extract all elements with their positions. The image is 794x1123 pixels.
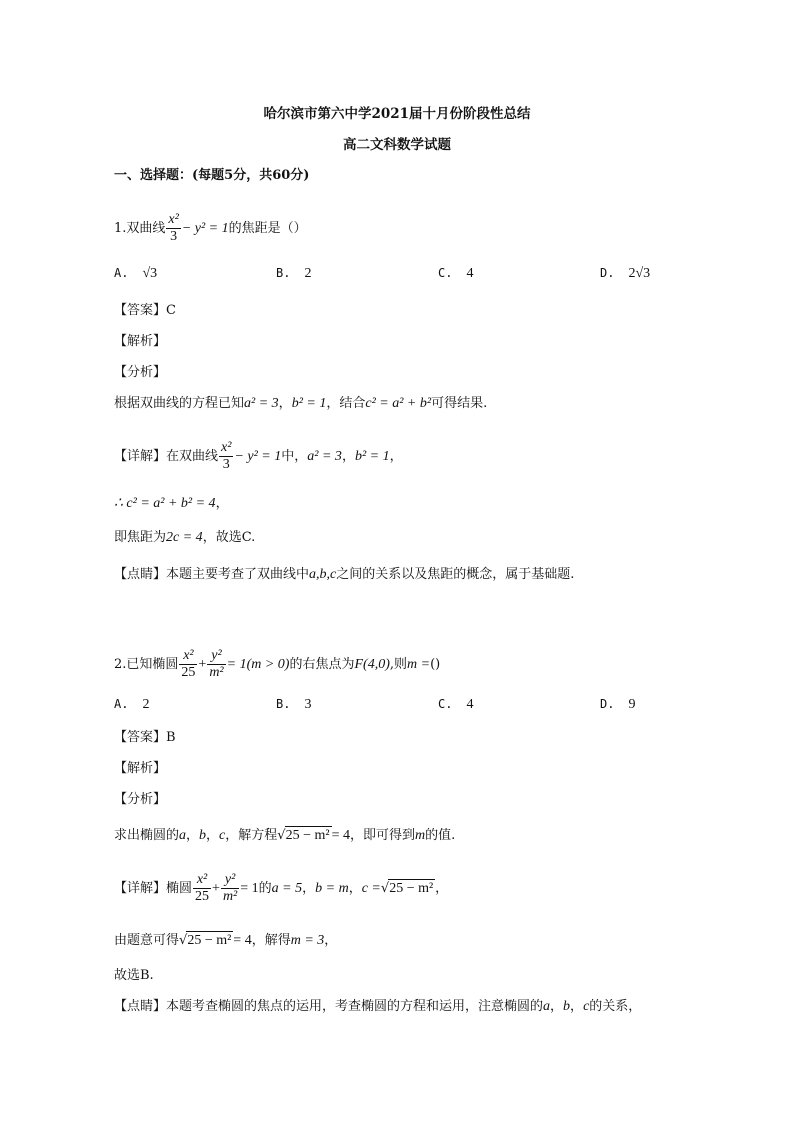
text-segment: () xyxy=(430,657,441,672)
math-segment: a² = 3 xyxy=(307,449,342,464)
math-segment: + xyxy=(198,657,207,672)
text-segment: 可得结果. xyxy=(431,396,488,411)
text-segment: 椭圆 xyxy=(166,881,193,896)
text-segment: 由题意可得 xyxy=(114,933,180,948)
text-segment: ，结合 xyxy=(326,396,366,411)
section-heading: 一、选择题：(每题5分，共60分) xyxy=(114,168,310,183)
fraction xyxy=(179,648,197,681)
text-segment: ， xyxy=(348,881,362,896)
note-tag: 【点睛】 xyxy=(114,567,167,582)
fraction-numerator: y² xyxy=(221,872,239,889)
option-value: 2 xyxy=(142,697,150,712)
text-segment: ， xyxy=(324,933,338,948)
text-segment: ， xyxy=(186,828,200,843)
answer-tag: 【答案】 xyxy=(114,730,167,745)
math-segment: = 1 xyxy=(240,881,259,896)
q1-option-b xyxy=(276,266,311,282)
q1-note xyxy=(114,565,574,585)
math-segment: 25 − m² xyxy=(187,933,232,948)
fraction-denominator: 25 xyxy=(181,665,196,680)
text-segment: ， xyxy=(302,881,316,896)
q2-answer xyxy=(114,728,176,748)
text-segment: 的关系， xyxy=(589,999,642,1014)
math-segment: = 1(m > 0) xyxy=(226,657,290,672)
fraction-denominator: m² xyxy=(209,665,224,680)
math-segment: c xyxy=(583,999,590,1014)
math-segment: a = 5 xyxy=(271,881,303,896)
q1-detail xyxy=(114,440,403,473)
option-label: C. xyxy=(438,697,453,711)
question-2-prefix: 2.已知椭圆 xyxy=(114,657,179,672)
text-segment: 的 xyxy=(258,881,272,896)
text-segment: 之间的关系以及焦距的概念，属于基础题. xyxy=(336,567,575,582)
q2-detail xyxy=(114,872,448,905)
q2-option-b xyxy=(276,697,311,713)
text-segment: 的值. xyxy=(425,828,456,843)
option-label: A. xyxy=(114,697,129,711)
math-segment: b² = 1 xyxy=(291,396,327,411)
q2-option-a xyxy=(114,697,149,713)
note-tag: 【点睛】 xyxy=(114,999,167,1014)
q1-fenxi-text xyxy=(114,394,487,414)
option-value: 3 xyxy=(304,697,312,712)
text-segment: ，解得 xyxy=(251,933,291,948)
q1-fenxi-tag: 【分析】 xyxy=(114,365,167,380)
q1-answer xyxy=(114,301,176,321)
option-label: B. xyxy=(276,697,291,711)
math-segment: b = m xyxy=(315,881,349,896)
text-segment: ，解方程 xyxy=(225,828,278,843)
fraction-numerator: y² xyxy=(207,648,225,665)
option-label: D. xyxy=(600,266,615,280)
math-segment: c = xyxy=(361,881,381,896)
option-label: B. xyxy=(276,266,291,280)
text-segment: ， xyxy=(550,999,564,1014)
text-segment: 即焦距为 xyxy=(114,530,167,545)
equation-rest: − y² = 1 xyxy=(181,221,229,236)
math-segment: − y² = 1 xyxy=(234,449,282,464)
fraction xyxy=(166,212,180,245)
math-segment: b² = 1 xyxy=(354,449,390,464)
math-segment: a,b,c xyxy=(309,567,337,582)
text-segment: ,则 xyxy=(389,657,408,672)
text-segment: 在双曲线 xyxy=(166,449,219,464)
text-segment: ，即可得到 xyxy=(349,828,415,843)
answer-value: B xyxy=(166,730,176,745)
math-segment: b xyxy=(199,828,207,843)
q2-condition xyxy=(114,931,337,951)
math-segment: F(4,0) xyxy=(354,657,390,672)
option-label: C. xyxy=(438,266,453,280)
question-1-stem xyxy=(114,212,307,245)
text-segment: ， xyxy=(206,828,220,843)
fraction-numerator: x² xyxy=(179,648,197,665)
radical-sign: √ xyxy=(380,881,390,896)
option-value: 9 xyxy=(628,697,636,712)
fraction-denominator: 3 xyxy=(222,457,230,472)
math-segment: m = xyxy=(407,657,431,672)
math-segment: = 4 xyxy=(331,828,350,843)
option-label: D. xyxy=(600,697,615,711)
text-segment: ， xyxy=(570,999,584,1014)
math-segment: a xyxy=(179,828,187,843)
q2-note xyxy=(114,997,641,1017)
fraction xyxy=(219,440,233,473)
math-segment: = 4 xyxy=(233,933,252,948)
math-segment: 2c = 4 xyxy=(166,530,203,545)
document-title: 哈尔滨市第六中学2021届十月份阶段性总结 xyxy=(263,106,531,122)
text-segment: ，故选C. xyxy=(202,530,256,545)
math-segment: m xyxy=(414,828,426,843)
text-segment: ， xyxy=(389,449,403,464)
detail-tag: 【详解】 xyxy=(114,449,167,464)
q1-option-c xyxy=(438,266,473,282)
text-segment: ， xyxy=(435,881,449,896)
math-segment: + xyxy=(212,881,220,896)
fraction-numerator: x² xyxy=(221,440,232,455)
math-segment: b xyxy=(563,999,571,1014)
math-segment: 25 − m² xyxy=(389,881,434,896)
option-value: 4 xyxy=(466,697,474,712)
radical-sign: √ xyxy=(277,828,286,843)
text-segment: 中， xyxy=(281,449,308,464)
q1-analysis-tag: 【解析】 xyxy=(114,334,167,349)
math-segment: 25 − m² xyxy=(285,828,330,843)
text-segment: 根据双曲线的方程已知 xyxy=(114,396,245,411)
option-value: √3 xyxy=(142,266,158,281)
fraction-denominator: 25 xyxy=(195,889,210,904)
math-segment: c² = a² + b² xyxy=(365,396,432,411)
q2-option-c xyxy=(438,697,473,713)
option-value: 2√3 xyxy=(628,266,651,281)
math-segment: m = 3 xyxy=(290,933,325,948)
fraction-numerator: x² xyxy=(193,872,211,889)
fraction-numerator: x² xyxy=(168,212,179,227)
math-segment: c xyxy=(219,828,226,843)
detail-tag: 【详解】 xyxy=(114,881,167,896)
option-value: 2 xyxy=(304,266,312,281)
option-label: A. xyxy=(114,266,129,280)
question-1-suffix: 的焦距是（） xyxy=(228,221,307,236)
q1-option-a xyxy=(114,266,157,282)
q2-fenxi-tag: 【分析】 xyxy=(114,792,167,807)
document-subtitle: 高二文科数学试题 xyxy=(343,137,451,153)
radical-sign: √ xyxy=(179,933,188,948)
q2-option-d xyxy=(600,697,635,713)
text-segment: 本题考查椭圆的焦点的运用，考查椭圆的方程和运用，注意椭圆的 xyxy=(166,999,544,1014)
text-segment: ， xyxy=(341,449,355,464)
q1-therefore xyxy=(114,494,229,514)
option-value: 4 xyxy=(466,266,474,281)
math-segment: a² = 3 xyxy=(244,396,279,411)
q2-analysis-tag: 【解析】 xyxy=(114,761,167,776)
q1-option-d xyxy=(600,266,650,282)
text-segment: ， xyxy=(278,396,292,411)
text-segment: 本题主要考查了双曲线中 xyxy=(166,567,310,582)
math-segment: ∴ c² = a² + b² = 4 xyxy=(114,496,216,511)
answer-value: C xyxy=(166,303,176,318)
q1-focal xyxy=(114,528,255,548)
q2-choose: 故选B. xyxy=(114,968,154,983)
q2-fenxi-text xyxy=(114,826,455,846)
fraction xyxy=(221,872,239,905)
text-segment: ， xyxy=(215,496,229,511)
math-segment: a xyxy=(543,999,551,1014)
fraction xyxy=(207,648,225,681)
question-1-prefix: 1.双曲线 xyxy=(114,221,166,236)
text-segment: 的右焦点为 xyxy=(289,657,355,672)
text-segment: 求出椭圆的 xyxy=(114,828,180,843)
fraction-denominator: m² xyxy=(222,889,238,904)
fraction-denominator: 3 xyxy=(170,229,178,244)
question-2-stem xyxy=(114,648,440,681)
answer-tag: 【答案】 xyxy=(114,303,167,318)
fraction xyxy=(193,872,211,905)
